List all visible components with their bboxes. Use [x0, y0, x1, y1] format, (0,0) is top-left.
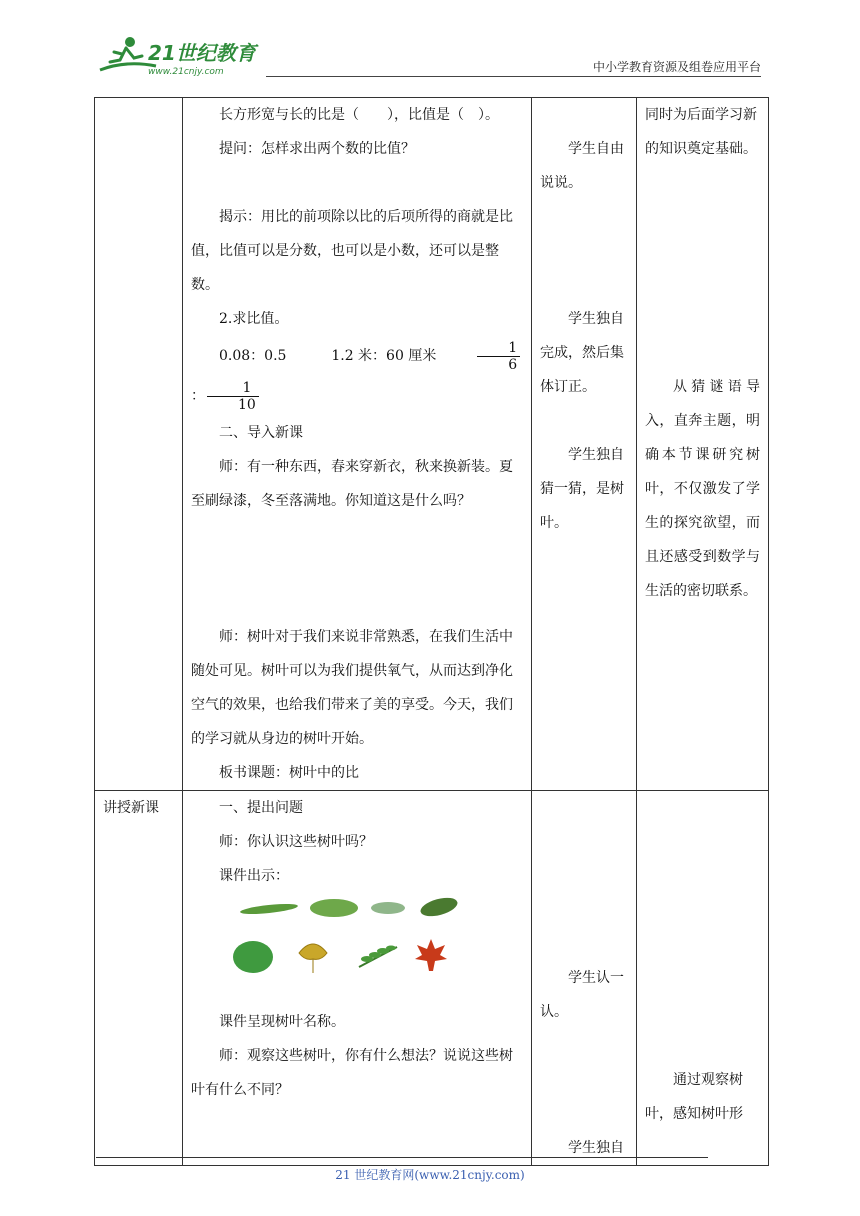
round-leaf-image [231, 939, 275, 975]
stage-cell [95, 791, 183, 1166]
student-note: 学生独自完成，然后集体订正。 [540, 311, 624, 395]
site-logo [96, 34, 266, 78]
design-note: 从猜谜语导入，直奔主题，明确本节课研究树叶，不仅激发了学生的探究欲望，而且还感受到数学与生活的密切联系。 [645, 379, 760, 599]
teacher-activity-cell [183, 791, 532, 1166]
text-paragraph: 揭示：用比的前项除以比的后项所得的商就是比值，比值可以是分数，也可以是小数，还可以是整数。 [191, 209, 513, 293]
text-line: 2.求比值。 [219, 311, 289, 327]
table-row [95, 98, 769, 791]
platform-name: 中小学教育资源及组卷应用平台 [592, 60, 761, 74]
design-note: 通过观察树叶，感知树叶形 [645, 1072, 743, 1122]
maple-leaf-image [413, 937, 449, 973]
table-row [95, 791, 769, 1166]
student-activity-cell [532, 98, 637, 791]
ratio-example: 0.08：0.5 [219, 348, 287, 364]
student-note: 学生自由说说。 [540, 141, 624, 191]
svg-text:www.21cnjy.com: www.21cnjy.com [148, 67, 224, 77]
page-footer: 21 世纪教育网(www.21cnjy.com) [335, 1168, 525, 1182]
design-note: 同时为后面学习新的知识奠定基础。 [645, 107, 757, 157]
lesson-plan-table [94, 97, 769, 1166]
ginkgo-leaf-image [295, 939, 331, 975]
fern-leaf-image [355, 943, 401, 971]
text-paragraph: 师：观察这些树叶，你有什么想法？说说这些树叶有什么不同？ [191, 1048, 513, 1098]
text-line: 课件出示： [219, 868, 289, 884]
design-intent-cell [637, 791, 769, 1166]
dark-leaf-image [419, 897, 459, 917]
design-intent-cell [637, 98, 769, 791]
stage-label: 讲授新课 [103, 800, 159, 816]
text-line: 板书课题：树叶中的比 [219, 765, 359, 781]
text-line: 课件呈现树叶名称。 [219, 1014, 345, 1030]
text-paragraph: 师：树叶对于我们来说非常熟悉，在我们生活中随处可见。树叶可以为我们提供氧气，从而达到净化空气的效果，也给我们带来了美的享受。今天，我们的学习就从身边的树叶开始。 [191, 629, 513, 747]
willow-leaf-image [239, 901, 299, 917]
text-line: 长方形宽与长的比是（ ），比值是（ ）。 [219, 107, 499, 123]
footer-rule [96, 1157, 708, 1158]
leaf-images [219, 893, 523, 993]
text-line: 提问：怎样求出两个数的比值？ [219, 141, 415, 157]
page-header [96, 30, 761, 78]
fraction: $\frac{1}{6}$ [477, 340, 520, 373]
student-note: 学生认一认。 [540, 970, 624, 1020]
svg-text:21世纪教育: 21世纪教育 [148, 41, 256, 65]
section-heading: 二、导入新课 [219, 425, 303, 441]
fraction: $\frac{1}{10}$ [207, 380, 259, 413]
green-leaf-image [309, 897, 359, 919]
ratio-example: 1.2 米：60 厘米 [331, 348, 437, 364]
text-paragraph: 师：有一种东西，春来穿新衣，秋来换新装。夏至刷绿漆，冬至落满地。你知道这是什么吗？ [191, 459, 513, 509]
header-rule [266, 76, 761, 77]
student-note: 学生独自猜一猜，是树叶。 [540, 447, 624, 531]
student-activity-cell [532, 791, 637, 1166]
ratio-examples: 0.08：0.5 1.2 米：60 厘米 $\frac{1}{6}$ ： $\frac{1}{10}$ [191, 336, 523, 416]
teacher-activity-cell [183, 98, 532, 791]
stage-cell [95, 98, 183, 791]
student-note: 学生独自 [568, 1140, 624, 1156]
text-line: 师：你认识这些树叶吗？ [219, 834, 373, 850]
small-leaf-image [369, 899, 407, 917]
section-heading: 一、提出问题 [219, 800, 303, 816]
